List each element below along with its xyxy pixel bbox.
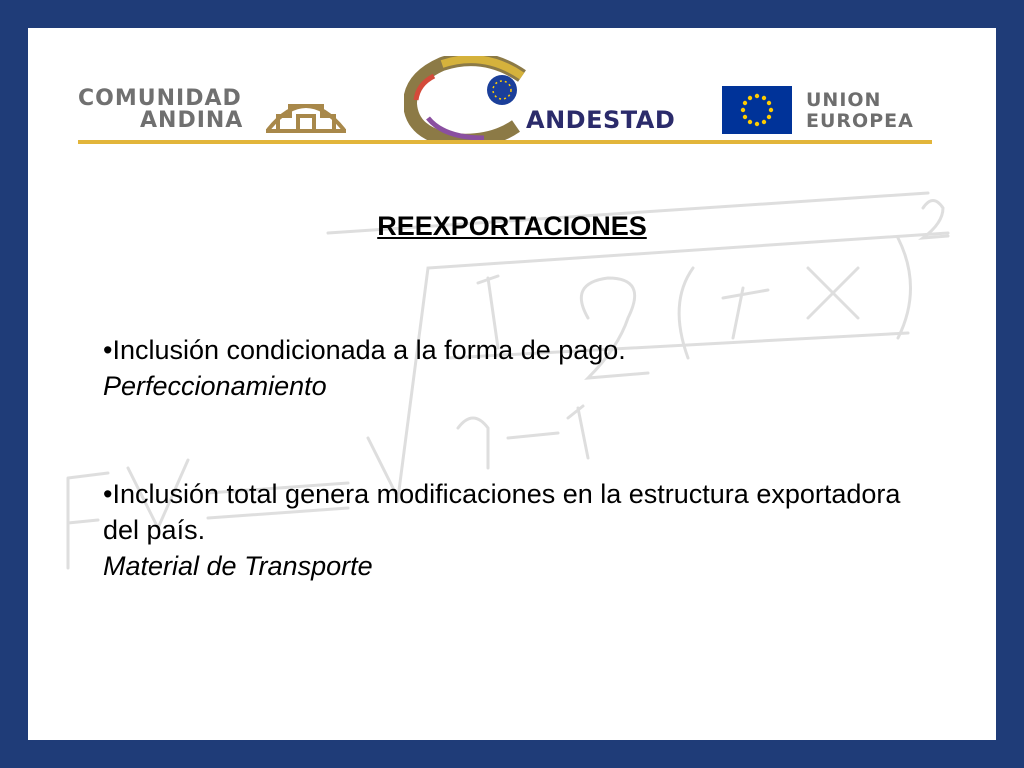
andestad-emblem-icon	[404, 56, 534, 144]
comunidad-andina-line1: COMUNIDAD	[78, 86, 242, 111]
andestad-logo-text: ANDESTAD	[526, 106, 676, 134]
slide	[28, 28, 996, 740]
logo-header	[78, 68, 932, 148]
comunidad-andina-emblem-icon	[264, 90, 348, 134]
bullet-text: •Inclusión condicionada a la forma de pago.	[103, 335, 626, 365]
bullet-item	[103, 476, 943, 584]
comunidad-andina-logo-text	[78, 88, 243, 132]
comunidad-andina-line2: ANDINA	[140, 108, 244, 133]
slide-title: REEXPORTACIONES	[377, 211, 647, 241]
bullet-item	[103, 332, 943, 404]
union-europea-line2: EUROPEA	[806, 110, 914, 132]
bullet-text: •Inclusión total genera modificaciones en la estructura exportadora del país.	[103, 479, 901, 545]
union-europea-logo-text	[806, 90, 914, 132]
bullet-emphasis: Perfeccionamiento	[103, 371, 327, 401]
bullet-emphasis: Material de Transporte	[103, 551, 373, 581]
eu-flag-icon	[722, 86, 792, 134]
union-europea-line1: UNION	[806, 89, 882, 111]
header-divider	[78, 140, 932, 144]
